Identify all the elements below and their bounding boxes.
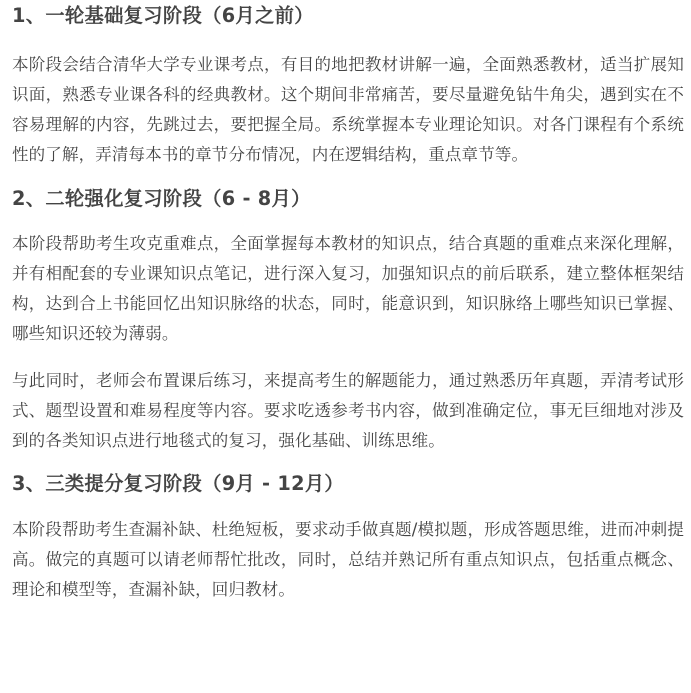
article-body (12, 2, 684, 605)
section-heading-1: 1、一轮基础复习阶段（6月之前） (12, 4, 314, 27)
section-2-paragraph-1: 本阶段帮助考生攻克重难点，全面掌握每本教材的知识点，结合真题的重难点来深化理解，并有相配套的专业课知识点笔记，进行深入复习，加强知识点的前后联系，建立整体框架结构，达到合上书能回忆出知识脉络的状态，同时，能意识到，知识脉络上哪些知识已掌握、哪些知识还较为薄弱。 (12, 234, 684, 343)
section-heading-2: 2、二轮强化复习阶段（6 - 8月） (12, 187, 311, 210)
section-3-paragraph-1: 本阶段帮助考生查漏补缺、杜绝短板，要求动手做真题/模拟题，形成答题思维，进而冲刺提高。做完的真题可以请老师帮忙批改，同时，总结并熟记所有重点知识点，包括重点概念、理论和模型等，查漏补缺，回归教材。 (12, 520, 684, 599)
section-2-paragraph-2: 与此同时，老师会布置课后练习，来提高考生的解题能力，通过熟悉历年真题，弄清考试形式、题型设置和难易程度等内容。要求吃透参考书内容，做到准确定位，事无巨细地对涉及到的各类知识点进行地毯式的复习，强化基础、训练思维。 (12, 371, 684, 450)
section-heading-3: 3、三类提分复习阶段（9月 - 12月） (12, 472, 345, 495)
section-1-paragraph-1: 本阶段会结合清华大学专业课考点，有目的地把教材讲解一遍，全面熟悉教材，适当扩展知识面，熟悉专业课各科的经典教材。这个期间非常痛苦，要尽量避免钻牛角尖，遇到实在不容易理解的内容，先跳过去，要把握全局。系统掌握本专业理论知识。对各门课程有个系统性的了解，弄清每本书的章节分布情况，内在逻辑结构，重点章节等。 (12, 55, 684, 164)
